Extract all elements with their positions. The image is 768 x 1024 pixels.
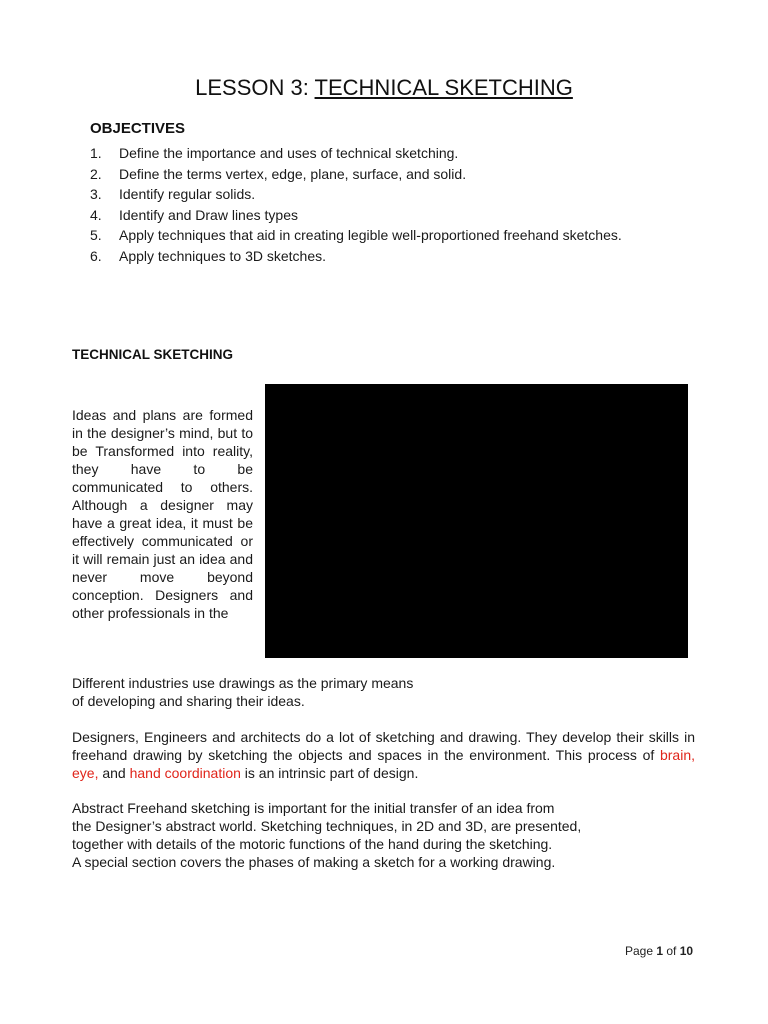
list-item — [90, 246, 622, 267]
list-item-text: Identify regular solids. — [119, 186, 256, 202]
list-item-text: Define the importance and uses of technical sketching. — [119, 145, 459, 161]
total-pages: 10 — [679, 944, 694, 958]
para-text: Designers, Engineers and architects do a lot of sketching and drawing. They develop their skills in freehand drawing by sketching the objects and spaces in the environment. This process of — [72, 729, 695, 763]
list-item-text: Apply techniques that aid in creating legible well-proportioned freehand sketches. — [119, 227, 622, 243]
list-item-number: 5. — [90, 227, 102, 243]
illustration-image — [265, 384, 688, 658]
section-heading: TECHNICAL SKETCHING — [72, 347, 234, 362]
title-prefix: LESSON 3: — [195, 75, 315, 100]
abstract-paragraph — [72, 799, 712, 871]
list-item — [90, 205, 622, 226]
page-title — [0, 74, 768, 102]
list-item-number: 3. — [90, 186, 102, 202]
list-item-text: Apply techniques to 3D sketches. — [119, 247, 327, 264]
highlight-text: brain, eye, — [72, 747, 695, 781]
list-item-number: 2. — [90, 165, 102, 182]
title-main: TECHNICAL SKETCHING — [314, 75, 573, 100]
intro-line: of developing and sharing their ideas. — [72, 693, 305, 709]
paragraph-line: together with details of the motoric functions of the hand during the sketching. — [72, 836, 553, 852]
list-item-number: 4. — [90, 206, 102, 223]
paragraph-line: the Designer’s abstract world. Sketching techniques, in 2D and 3D, are presented, — [72, 818, 582, 834]
list-item-number: 1. — [90, 145, 102, 161]
para-text: and — [98, 765, 130, 781]
objectives-heading: OBJECTIVES — [90, 120, 186, 137]
list-item — [90, 164, 622, 185]
body-paragraph — [72, 728, 695, 782]
page-label: Page — [625, 944, 657, 958]
list-item — [90, 225, 622, 246]
para-text: is an intrinsic part of design. — [240, 765, 419, 781]
intro-line: Different industries use drawings as the primary means — [72, 675, 414, 691]
list-item — [90, 184, 622, 205]
paragraph-line: Abstract Freehand sketching is important for the initial transfer of an idea from — [72, 800, 555, 816]
intro-paragraph-continued — [72, 674, 492, 710]
list-item-text: Identify and Draw lines types — [119, 206, 298, 223]
list-item-number: 6. — [90, 247, 102, 264]
list-item-text: Define the terms vertex, edge, plane, surface, and solid. — [119, 165, 467, 182]
highlight-text: hand coordination — [129, 765, 241, 781]
intro-paragraph: Ideas and plans are formed in the designer’s mind, but to be Transformed into reality, they have to be communicated to others. Although a designer may have a great idea, it must be effectively communicated or it will remain just an idea and never move beyond conception. Designers and other professionals in the — [72, 407, 253, 621]
page-number — [625, 944, 693, 958]
paragraph-line: A special section covers the phases of making a sketch for a working drawing. — [72, 854, 556, 870]
current-page: 1 — [656, 944, 664, 958]
objectives-list — [90, 143, 622, 266]
list-item — [90, 143, 622, 164]
of-label: of — [663, 944, 680, 958]
